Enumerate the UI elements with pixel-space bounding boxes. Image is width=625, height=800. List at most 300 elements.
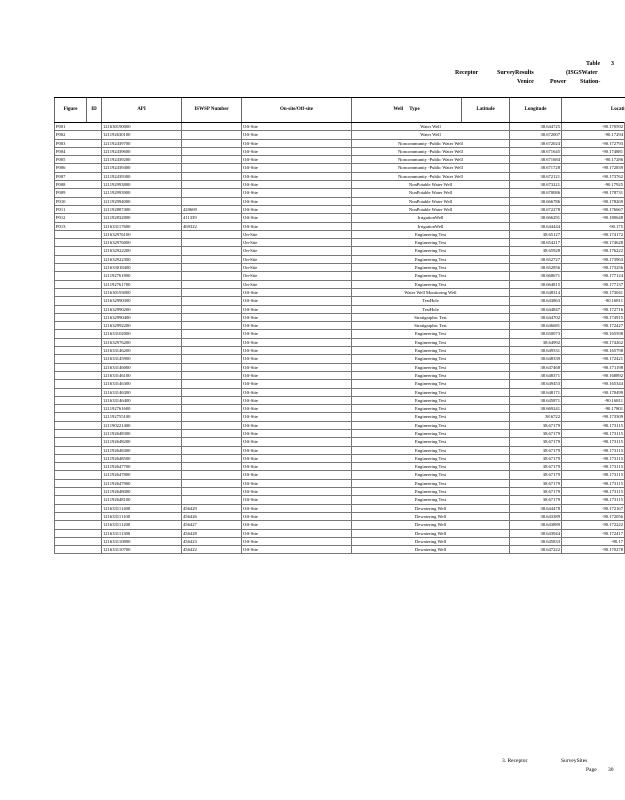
cell-api: 121632990400: [102, 313, 182, 321]
cell-latitude: 38.644702: [510, 313, 562, 321]
cell-api: 121633117600: [102, 222, 182, 230]
table-body: [55, 123, 625, 554]
cell-well-type: Engineering Test: [352, 496, 510, 504]
cell-well-type: IrrigationWell: [352, 214, 510, 222]
table-row: [55, 347, 625, 355]
cell-figure: [55, 247, 102, 255]
cell-api: 121192648000: [102, 488, 182, 496]
cell-figure: [55, 546, 102, 554]
col-iswsp-label: ISWSP Number: [194, 107, 229, 112]
cell-onsite: Off-Site: [242, 139, 352, 147]
footer-page-number: 30: [608, 767, 614, 773]
cell-longitude: -90.172056: [562, 512, 625, 520]
cell-iswsp: [182, 272, 242, 280]
cell-well-type: NonPotable Water Well: [352, 205, 510, 213]
cell-figure: [55, 421, 102, 429]
col-iswsp: [182, 98, 242, 123]
cell-well-type: Engineering Test: [352, 471, 510, 479]
cell-longitude: -90.173115: [562, 463, 625, 471]
cell-iswsp: [182, 247, 242, 255]
cell-iswsp: 456429: [182, 504, 242, 512]
cell-longitude: -90.17286: [562, 156, 625, 164]
cell-figure: P009: [55, 189, 102, 197]
cell-latitude: 38.671728: [510, 164, 562, 172]
cell-longitude: -90.16811: [562, 396, 625, 404]
cell-figure: [55, 363, 102, 371]
cell-latitude: 38.649453: [510, 380, 562, 388]
header-row: [55, 98, 625, 123]
table-row: [55, 214, 625, 222]
table-row: [55, 546, 625, 554]
table-row: [55, 421, 625, 429]
title-power: Power: [550, 79, 567, 85]
table-row: [55, 205, 625, 213]
cell-latitude: 38.669241: [510, 405, 562, 413]
cell-longitude: -90.165798: [562, 347, 625, 355]
cell-figure: [55, 272, 102, 280]
cell-onsite: Off-Site: [242, 537, 352, 545]
cell-latitude: 38.67179: [510, 446, 562, 454]
col-well-type: [352, 98, 462, 123]
cell-figure: [55, 496, 102, 504]
cell-api: 121192993900: [102, 189, 182, 197]
cell-iswsp: [182, 189, 242, 197]
table-row: [55, 512, 625, 520]
cell-iswsp: [182, 123, 242, 131]
cell-well-type: Engineering Test: [352, 479, 510, 487]
cell-well-type: Engineering Test: [352, 405, 510, 413]
col-longitude: Longitude: [510, 98, 562, 123]
cell-latitude: 38.666786: [510, 197, 562, 205]
cell-longitude: -90.174172: [562, 230, 625, 238]
cell-longitude: -90.170278: [562, 546, 625, 554]
cell-onsite: Off-Site: [242, 413, 352, 421]
table-row: [55, 297, 625, 305]
cell-figure: [55, 347, 102, 355]
cell-api: 121633111300: [102, 529, 182, 537]
cell-figure: [55, 322, 102, 330]
cell-well-type: Engineering Test: [352, 363, 510, 371]
cell-iswsp: [182, 156, 242, 164]
cell-longitude: -90.172716: [562, 305, 625, 313]
cell-api: 121633102000: [102, 330, 182, 338]
cell-api: 121192761700: [102, 280, 182, 288]
cell-api: 121192648200: [102, 438, 182, 446]
cell-onsite: Off-Site: [242, 305, 352, 313]
cell-figure: P005: [55, 156, 102, 164]
cell-api: 121192993800: [102, 181, 182, 189]
table-row: [55, 355, 625, 363]
cell-iswsp: [182, 396, 242, 404]
cell-onsite: Off-Site: [242, 421, 352, 429]
table-row: [55, 454, 625, 462]
cell-iswsp: [182, 496, 242, 504]
cell-figure: [55, 239, 102, 247]
cell-figure: [55, 355, 102, 363]
col-api: API: [102, 98, 182, 123]
cell-well-type: Engineering Test: [352, 239, 510, 247]
cell-latitude: 38.648339: [510, 355, 562, 363]
cell-api: 121192439700: [102, 139, 182, 147]
cell-onsite: Off-Site: [242, 454, 352, 462]
cell-longitude: -90.173041: [562, 288, 625, 296]
cell-longitude: -90.168892: [562, 371, 625, 379]
cell-well-type: Engineering Test: [352, 454, 510, 462]
cell-api: 121630190000: [102, 123, 182, 131]
cell-well-type: Stratigraphic Test: [352, 313, 510, 321]
cell-well-type: Engineering Test: [352, 388, 510, 396]
cell-well-type: Engineering Test: [352, 488, 510, 496]
cell-onsite: Off-Site: [242, 471, 352, 479]
cell-iswsp: [182, 288, 242, 296]
cell-onsite: Off-Site: [242, 205, 352, 213]
cell-longitude: -90.178731: [562, 189, 625, 197]
cell-onsite: Off-Site: [242, 446, 352, 454]
cell-iswsp: 456427: [182, 521, 242, 529]
cell-well-type: Engineering Test: [352, 264, 510, 272]
title-survey-results: SurveyResults: [497, 70, 534, 76]
cell-iswsp: [182, 338, 242, 346]
cell-iswsp: [182, 388, 242, 396]
cell-well-type: Dewatering Well: [352, 537, 510, 545]
table-row: [55, 488, 625, 496]
cell-latitude: 38.647222: [510, 546, 562, 554]
cell-longitude: -90.173115: [562, 454, 625, 462]
cell-figure: P006: [55, 164, 102, 172]
cell-latitude: 38.64992: [510, 338, 562, 346]
cell-well-type: NonPotable Water Well: [352, 181, 510, 189]
footer-survey-sites: SurveySites: [561, 758, 588, 764]
cell-longitude: -90.173309: [562, 413, 625, 421]
cell-latitude: 38.643944: [510, 529, 562, 537]
cell-latitude: 38.649331: [510, 347, 562, 355]
cell-api: 121192439600: [102, 147, 182, 155]
cell-well-type: Engineering Test: [352, 338, 510, 346]
cell-longitude: -90.173115: [562, 479, 625, 487]
cell-onsite: On-Site: [242, 247, 352, 255]
table-row: [55, 305, 625, 313]
table-row: [55, 429, 625, 437]
cell-well-type: NonPotable Water Well: [352, 197, 510, 205]
cell-iswsp: [182, 330, 242, 338]
title-venice: Venice: [517, 79, 534, 85]
cell-api: 121633145900: [102, 355, 182, 363]
cell-api: 121632992200: [102, 322, 182, 330]
table-row: [55, 172, 625, 180]
cell-iswsp: [182, 280, 242, 288]
cell-onsite: Off-Site: [242, 131, 352, 139]
cell-latitude: 38.644444: [510, 222, 562, 230]
cell-longitude: -90.172793: [562, 139, 625, 147]
cell-well-type: Dewatering Well: [352, 546, 510, 554]
cell-iswsp: 456428: [182, 529, 242, 537]
cell-onsite: Off-Site: [242, 338, 352, 346]
cell-api: 121633111400: [102, 504, 182, 512]
cell-iswsp: [182, 131, 242, 139]
cell-onsite: Off-Site: [242, 156, 352, 164]
cell-figure: [55, 255, 102, 263]
cell-onsite: Off-Site: [242, 429, 352, 437]
cell-well-type: Engineering Test: [352, 396, 510, 404]
cell-api: 121190221400: [102, 421, 182, 429]
cell-well-type: Dewatering Well: [352, 504, 510, 512]
receptor-survey-table: [54, 97, 625, 554]
cell-longitude: -90.171198: [562, 363, 625, 371]
cell-figure: [55, 521, 102, 529]
cell-well-type: Engineering Test: [352, 272, 510, 280]
cell-figure: [55, 371, 102, 379]
cell-iswsp: [182, 454, 242, 462]
cell-iswsp: [182, 488, 242, 496]
col-figure: Figure: [55, 98, 87, 123]
table-row: [55, 322, 625, 330]
table-row: [55, 189, 625, 197]
cell-api: 121632922200: [102, 247, 182, 255]
cell-longitude: -90.165344: [562, 380, 625, 388]
cell-figure: [55, 396, 102, 404]
cell-latitude: 38.65928: [510, 247, 562, 255]
cell-latitude: 38.672278: [510, 205, 562, 213]
cell-onsite: Off-Site: [242, 214, 352, 222]
cell-figure: P011: [55, 205, 102, 213]
table-row: [55, 147, 625, 155]
cell-figure: P003: [55, 139, 102, 147]
table-row: [55, 164, 625, 172]
cell-latitude: 38.672007: [510, 131, 562, 139]
cell-iswsp: [182, 479, 242, 487]
cell-iswsp: [182, 297, 242, 305]
cell-api: 121632922300: [102, 255, 182, 263]
cell-iswsp: [182, 438, 242, 446]
cell-latitude: 38.67179: [510, 421, 562, 429]
cell-well-type: Dewatering Well: [352, 529, 510, 537]
cell-latitude: 38.652727: [510, 255, 562, 263]
title-receptor: Receptor: [455, 70, 479, 76]
cell-api: 121192807400: [102, 205, 182, 213]
cell-api: 121633146000: [102, 363, 182, 371]
cell-latitude: 38.647468: [510, 363, 562, 371]
cell-figure: P010: [55, 197, 102, 205]
cell-figure: [55, 280, 102, 288]
cell-onsite: Off-Site: [242, 347, 352, 355]
cell-onsite: Off-Site: [242, 197, 352, 205]
table-row: [55, 272, 625, 280]
table-row: [55, 123, 625, 131]
cell-well-type: Engineering Test: [352, 371, 510, 379]
cell-api: 121192439300: [102, 172, 182, 180]
cell-onsite: On-Site: [242, 280, 352, 288]
cell-latitude: 38.643889: [510, 521, 562, 529]
cell-longitude: -90.172839: [562, 164, 625, 172]
cell-api: 121192755100: [102, 413, 182, 421]
cell-latitude: 38.671684: [510, 156, 562, 164]
cell-longitude: -90.17801: [562, 405, 625, 413]
cell-well-type: Engineering Test: [352, 355, 510, 363]
cell-api: 121633146400: [102, 396, 182, 404]
cell-latitude: 38.67179: [510, 496, 562, 504]
cell-onsite: Off-Site: [242, 380, 352, 388]
cell-longitude: -90.170499: [562, 388, 625, 396]
cell-latitude: 38.672121: [510, 172, 562, 180]
cell-api: 121632990300: [102, 297, 182, 305]
cell-onsite: Off-Site: [242, 488, 352, 496]
cell-onsite: Off-Site: [242, 181, 352, 189]
cell-longitude: -90.173762: [562, 172, 625, 180]
cell-figure: P013: [55, 222, 102, 230]
cell-iswsp: [182, 405, 242, 413]
cell-latitude: 38.654217: [510, 239, 562, 247]
cell-iswsp: [182, 181, 242, 189]
cell-api: 121633018400: [102, 264, 182, 272]
cell-iswsp: 456426: [182, 512, 242, 520]
table-row: [55, 371, 625, 379]
cell-latitude: 38.648171: [510, 388, 562, 396]
col-type-label: Type: [409, 107, 420, 112]
cell-well-type: Water Well: [352, 123, 510, 131]
col-well-label: Well: [393, 107, 404, 112]
cell-well-type: Noncommunity -Public Water Well: [352, 172, 510, 180]
cell-figure: [55, 463, 102, 471]
cell-api: 121630193000: [102, 288, 182, 296]
table-row: [55, 438, 625, 446]
cell-figure: [55, 429, 102, 437]
cell-api: 121192648400: [102, 446, 182, 454]
cell-well-type: Engineering Test: [352, 421, 510, 429]
cell-onsite: Off-Site: [242, 396, 352, 404]
cell-well-type: Engineering Test: [352, 413, 510, 421]
cell-latitude: 38.67179: [510, 463, 562, 471]
cell-figure: [55, 264, 102, 272]
cell-well-type: Dewatering Well: [352, 521, 510, 529]
cell-iswsp: [182, 305, 242, 313]
cell-api: 121192439200: [102, 156, 182, 164]
cell-figure: [55, 471, 102, 479]
cell-figure: [55, 529, 102, 537]
cell-latitude: 38.648371: [510, 371, 562, 379]
table-row: [55, 504, 625, 512]
cell-iswsp: [182, 164, 242, 172]
cell-api: 121633110800: [102, 537, 182, 545]
table-row: [55, 537, 625, 545]
cell-figure: [55, 338, 102, 346]
cell-iswsp: [182, 421, 242, 429]
cell-longitude: -90.17294: [562, 131, 625, 139]
cell-api: 121632990200: [102, 305, 182, 313]
cell-longitude: -90.176222: [562, 247, 625, 255]
cell-figure: [55, 380, 102, 388]
cell-api: 121192648300: [102, 429, 182, 437]
table-row: [55, 521, 625, 529]
cell-figure: P002: [55, 131, 102, 139]
cell-longitude: -90.175: [562, 222, 625, 230]
cell-figure: [55, 288, 102, 296]
cell-figure: [55, 504, 102, 512]
cell-longitude: -90.178269: [562, 197, 625, 205]
cell-figure: [55, 330, 102, 338]
cell-latitude: 38.67179: [510, 479, 562, 487]
cell-longitude: -90.172417: [562, 529, 625, 537]
cell-longitude: -90.177137: [562, 280, 625, 288]
table-row: [55, 222, 625, 230]
cell-well-type: Engineering Test: [352, 347, 510, 355]
cell-figure: [55, 479, 102, 487]
cell-longitude: -90.174881: [562, 147, 625, 155]
cell-latitude: 38.666291: [510, 214, 562, 222]
table-row: [55, 280, 625, 288]
title-isgs-water: (ISGSWater: [566, 70, 598, 76]
cell-iswsp: 411339: [182, 214, 242, 222]
title-station: Station-: [580, 79, 601, 85]
cell-onsite: Off-Site: [242, 355, 352, 363]
table-row: [55, 396, 625, 404]
cell-figure: P008: [55, 181, 102, 189]
cell-figure: [55, 305, 102, 313]
cell-well-type: Engineering Test: [352, 280, 510, 288]
cell-figure: [55, 446, 102, 454]
cell-onsite: Off-Site: [242, 504, 352, 512]
cell-onsite: Off-Site: [242, 330, 352, 338]
cell-latitude: 38.65127: [510, 230, 562, 238]
cell-onsite: Off-Site: [242, 405, 352, 413]
cell-longitude: -90.17: [562, 537, 625, 545]
table-row: [55, 529, 625, 537]
cell-well-type: TestHole: [352, 305, 510, 313]
cell-api: 121633111200: [102, 521, 182, 529]
cell-well-type: Noncommunity -Public Water Well: [352, 156, 510, 164]
cell-longitude: -90.17925: [562, 181, 625, 189]
cell-well-type: Stratigraphic Test: [352, 322, 510, 330]
cell-longitude: -90.173256: [562, 264, 625, 272]
footer-receptor: 3. Receptor: [502, 758, 528, 764]
cell-onsite: On-Site: [242, 230, 352, 238]
cell-figure: [55, 537, 102, 545]
cell-well-type: Engineering Test: [352, 463, 510, 471]
cell-onsite: On-Site: [242, 255, 352, 263]
cell-onsite: Off-Site: [242, 496, 352, 504]
cell-latitude: 38.645833: [510, 537, 562, 545]
cell-iswsp: 456422: [182, 546, 242, 554]
cell-iswsp: [182, 172, 242, 180]
cell-latitude: 38.644847: [510, 305, 562, 313]
cell-longitude: -90.173115: [562, 496, 625, 504]
cell-longitude: -90.173115: [562, 446, 625, 454]
cell-onsite: Off-Site: [242, 189, 352, 197]
cell-api: 121633110700: [102, 546, 182, 554]
cell-iswsp: [182, 313, 242, 321]
col-latitude: Latitude: [462, 98, 510, 123]
table-row: [55, 239, 625, 247]
cell-onsite: Off-Site: [242, 388, 352, 396]
cell-iswsp: [182, 347, 242, 355]
cell-figure: [55, 313, 102, 321]
cell-onsite: On-Site: [242, 272, 352, 280]
cell-latitude: 38.67179: [510, 454, 562, 462]
table-row: [55, 139, 625, 147]
cell-figure: P004: [55, 147, 102, 155]
cell-longitude: -90.173115: [562, 488, 625, 496]
cell-onsite: Off-Site: [242, 322, 352, 330]
cell-api: 121192647800: [102, 471, 182, 479]
cell-latitude: 38.6722: [510, 413, 562, 421]
cell-onsite: Off-Site: [242, 313, 352, 321]
cell-onsite: Off-Site: [242, 164, 352, 172]
table-row: [55, 479, 625, 487]
cell-api: 121192648500: [102, 454, 182, 462]
cell-iswsp: [182, 139, 242, 147]
table-row: [55, 363, 625, 371]
cell-api: 121192761600: [102, 405, 182, 413]
cell-iswsp: [182, 446, 242, 454]
